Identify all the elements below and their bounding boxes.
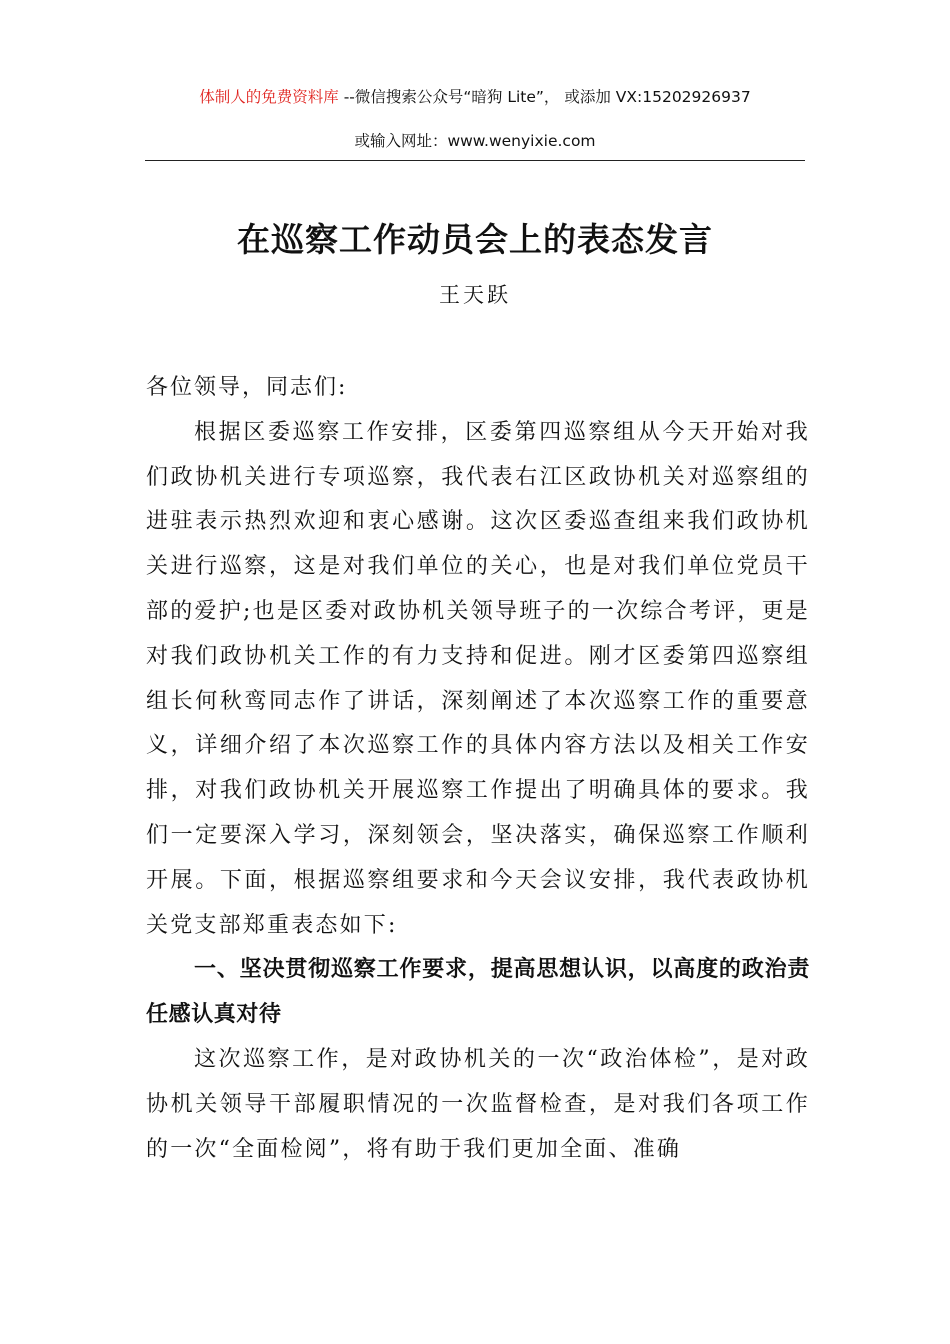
header-promo: --微信搜索公众号“暗狗 Lite”， 或添加 VX:15202926937 [338,88,751,106]
header-site: 或输入网址：www.wenyixie.com [354,132,596,150]
section-heading-1: 一、坚决贯彻巡察工作要求，提高思想认识，以高度的政治责任感认真对待 [146,957,810,1028]
intro-paragraph: 根据区委巡察工作安排，区委第四巡察组从今天开始对我们政协机关进行专项巡察，我代表右江区政协机关对巡察组的进驻表示热烈欢迎和衷心感谢。这次区委巡查组来我们政协机关进行巡察，这是对我们单位的关心，也是对我们单位党员干部的爱护;也是区委对政协机关领导班子的一次综合考评，更是对我们政协机关工作的有力支持和促进。刚才区委第四巡察组组长何秋鸾同志作了讲话，深刻阐述了本次巡察工作的重要意义，详细介绍了本次巡察工作的具体内容方法以及相关工作安排，对我们政协机关开展巡察工作提出了明确具体的要求。我们一定要深入学习，深刻领会，坚决落实，确保巡察工作顺利开展。下面，根据巡察组要求和今天会议安排，我代表政协机关党支部郑重表态如下: [146,419,810,938]
document-title: 在巡察工作动员会上的表态发言 [237,220,713,259]
document-body [146,366,810,1172]
section-paragraph-1: 这次巡察工作，是对政协机关的一次“政治体检”，是对政协机关领导干部履职情况的一次监督检查，是对我们各项工作的一次“全面检阅”，将有助于我们更加全面、准确 [146,1046,810,1162]
document-author: 王天跃 [439,283,511,307]
greeting: 各位领导，同志们: [146,375,348,400]
header-brand: 体制人的免费资料库 [199,88,339,106]
page-header [0,86,950,108]
header-divider [145,160,805,161]
